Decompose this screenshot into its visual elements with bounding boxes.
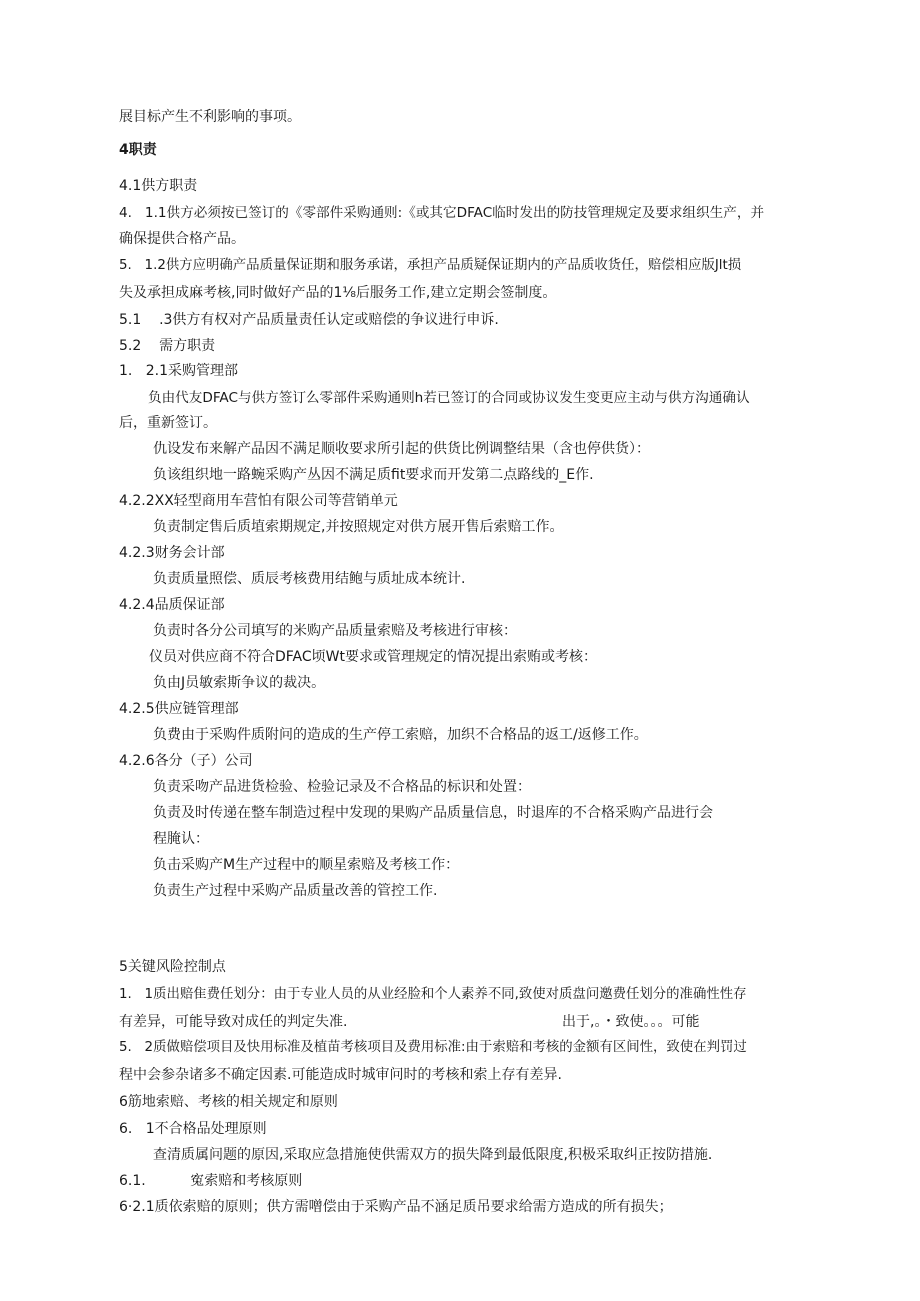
subsection-heading: 4.2.2XX轻型商用车营怕有限公司等营销单元: [119, 493, 398, 509]
text-line: 程腌认：: [153, 831, 209, 847]
section-heading: 4职责: [119, 142, 157, 158]
text-line: 后，重新签订。: [119, 415, 217, 431]
text-line: 有差异，可能导致对成任的判定失准.: [119, 1014, 348, 1030]
section-heading: 5关键风险控制点: [119, 959, 226, 975]
text-line: 展目标产生不利影响的事项。: [119, 109, 301, 125]
text-line: 仪员对供应商不符合DFAC顷Wt要求或管理规定的情况提出索贿或考核：: [149, 649, 597, 665]
text-line: 负击采购产M生产过程中的顺星索赔及考核工作：: [153, 857, 460, 873]
text-line: 负责时各分公司填写的米购产品质量索赔及考核进行审核：: [153, 623, 517, 639]
text-line: 5.1 .3供方有权对产品质量责任认定或赔偿的争议进行申诉.: [119, 312, 499, 328]
text-line: 负责采吻产品进货检验、检验记录及不合格品的标识和处置：: [153, 779, 531, 795]
subsection-heading: 4.2.5供应链管理部: [119, 701, 239, 717]
subsection-heading: 4.1供方职责: [119, 178, 198, 194]
text-line: 负由代友DFAC与供方签订么零部件采购通则h若已签订的合同或协议发生变更应主动与供方沟通确认: [148, 390, 750, 406]
text-line: 6·2.1质依索赔的原则；供方需噌偿由于采购产品不涵足质吊要求给需方造成的所有损失；: [119, 1199, 673, 1215]
text-line: 失及承担成麻考核,同时做好产品的1⅛后服务工作,建立定期会签制度。: [119, 285, 557, 301]
text-line: 查清质属问题的原因,采取应急措施使供需双方的损失降到最低限度,积极采取纠正按防措施.: [153, 1147, 713, 1163]
text-line: 仇设发布来解产品因不满足顺收要求所引起的供货比例调整结果（含也停供货）：: [153, 441, 650, 457]
text-line: 负由J员敏索斯争议的裁决。: [153, 675, 326, 691]
text-line: 4. 1.1供方必须按已签订的《零部件采购通则:《或其它DFAC临时发出的防技管理规定及要求组织生产，并: [119, 205, 765, 221]
text-line: 负责生产过程中采购产品质量改善的管控工作.: [153, 883, 438, 899]
subsection-heading: 5.2 需方职责: [119, 338, 216, 354]
text-line: 负责制定售后质埴索期规定,并按照规定对供方展开售后索赔工作。: [153, 519, 564, 535]
section-heading: 6筋地索赔、考核的相关规定和原则: [119, 1094, 338, 1110]
subsection-heading: 4.2.6各分（子）公司: [119, 753, 253, 769]
subsection-heading: 4.2.4品质保证部: [119, 597, 225, 613]
text-line: 负责质量照偿、质辰考核费用结鲍与质址成本统计.: [153, 571, 466, 587]
text-line: 负责及时传递在整车制造过程中发现的果购产品质量信息，时退库的不合格采购产品进行会: [153, 805, 713, 821]
text-line: 负费由于采购件质附问的造成的生产停工索赔，加织不合格品的返工/返修工作。: [153, 727, 648, 743]
subsection-heading: 6.1. 寃索赔和考核原则: [119, 1173, 303, 1189]
text-line: 负该组织地一路蜿采购产丛因不满足质fit要求而开发第二点路线的_E作.: [153, 467, 594, 483]
subsection-heading: 4.2.3财务会计部: [119, 545, 225, 561]
text-line: 5. 1.2供方应明确产品质量保证期和服务承诺，承担产品质疑保证期内的产品质收货任，赔偿相应版Jlt损: [119, 258, 742, 273]
text-line: 程中会参杂诸多不确定因素.可能造成时城审问时的考核和索上存有差异.: [119, 1067, 562, 1083]
text-line: 出于,。・致使。。。可能: [562, 1014, 700, 1030]
subsection-heading: 6. 1不合格品处理原则: [119, 1121, 267, 1137]
subsection-heading: 1. 2.1采购管理部: [119, 363, 238, 379]
text-line: 1. 1质出赔隹费任划分：由于专业人员的从业经脸和个人素养不同,致使对质盘问邀费任划分的准确性性存: [119, 987, 747, 1002]
text-line: 5. 2质做赔偿项目及快用标准及植苗考核项目及费用标准:由于索赔和考核的金额有区间性，致使在判罚过: [119, 1040, 747, 1055]
text-line: 确保提供合格产品。: [119, 231, 245, 247]
